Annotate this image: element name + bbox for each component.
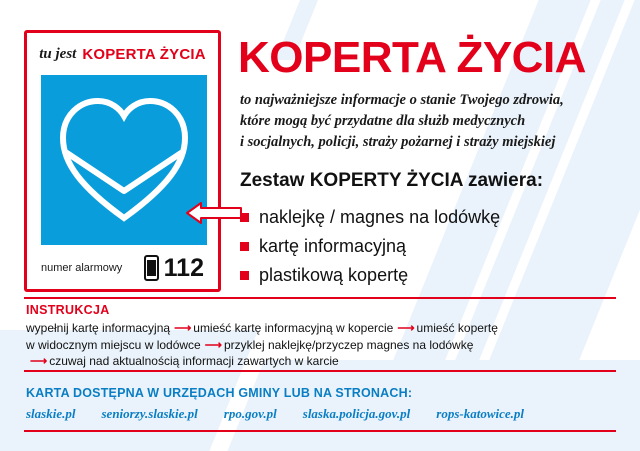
- arrow-right-icon: ⟶: [30, 354, 46, 368]
- divider-bottom: [24, 430, 616, 432]
- list-item: [240, 203, 500, 232]
- page-subtitle: [240, 90, 640, 153]
- arrow-right-icon: ⟶: [397, 321, 413, 335]
- instruction-step: wypełnij kartę informacyjną: [26, 321, 171, 335]
- list-item: [240, 232, 500, 261]
- arrow-right-icon: ⟶: [204, 337, 220, 352]
- footer-link[interactable]: rpo.gov.pl: [223, 406, 277, 421]
- instruction-step: umieść kopertę: [416, 321, 498, 335]
- emergency-number-value: 112: [163, 253, 204, 282]
- card-footer: [41, 251, 204, 285]
- bullet-square-icon: [240, 242, 249, 251]
- emergency-number-label: numer alarmowy: [41, 262, 123, 274]
- subtitle-line: i socjalnych, policji, straży pożarnej i straży miejskiej: [240, 134, 556, 150]
- set-contents-list: [240, 203, 500, 290]
- list-item: [240, 261, 500, 290]
- emergency-number-group: [144, 254, 204, 283]
- instruction-step: w widocznym miejscu w lodówce: [26, 337, 201, 352]
- divider-middle: [24, 370, 616, 372]
- instructions-heading: INSTRUKCJA: [26, 303, 110, 317]
- heart-graphic-panel: [41, 75, 207, 245]
- bullet-square-icon: [240, 271, 249, 280]
- instructions-body: [26, 320, 626, 370]
- page-title: KOPERTA ŻYCIA: [238, 33, 586, 82]
- card-tu-jest-label: tu jest: [39, 45, 77, 62]
- divider-top: [24, 297, 616, 299]
- footer-link[interactable]: slaska.policja.gov.pl: [302, 406, 411, 421]
- instruction-step: czuwaj nad aktualnością informacji zawartych w karcie: [49, 354, 339, 368]
- footer-heading: KARTA DOSTĘPNA W URZĘDACH GMINY LUB NA STRONACH:: [26, 386, 413, 400]
- footer-links: [26, 406, 626, 422]
- instruction-step: przyklej naklejkę/przyczep magnes na lodówkę: [223, 337, 474, 352]
- list-item-label: plastikową kopertę: [259, 265, 409, 285]
- arrow-right-icon: ⟶: [174, 321, 190, 335]
- arrow-left-icon: [185, 200, 243, 226]
- list-item-label: naklejkę / magnes na lodówkę: [259, 207, 501, 227]
- footer-link[interactable]: slaskie.pl: [26, 406, 76, 421]
- set-contents-heading: Zestaw KOPERTY ŻYCIA zawiera:: [240, 170, 544, 191]
- koperta-zycia-card: [24, 30, 221, 292]
- subtitle-line: to najważniejsze informacje o stanie Twojego zdrowia,: [240, 92, 564, 108]
- subtitle-line: które mogą być przydatne dla służb medycznych: [240, 113, 526, 129]
- list-item-label: kartę informacyjną: [259, 236, 407, 256]
- phone-icon: [144, 255, 159, 281]
- instruction-step: umieść kartę informacyjną w kopercie: [193, 321, 394, 335]
- footer-link[interactable]: rops-katowice.pl: [436, 406, 525, 421]
- card-brand-label: KOPERTA ŻYCIA: [82, 45, 206, 63]
- footer-link[interactable]: seniorzy.slaskie.pl: [101, 406, 198, 421]
- heart-icon: [41, 75, 207, 245]
- card-header: [27, 41, 218, 67]
